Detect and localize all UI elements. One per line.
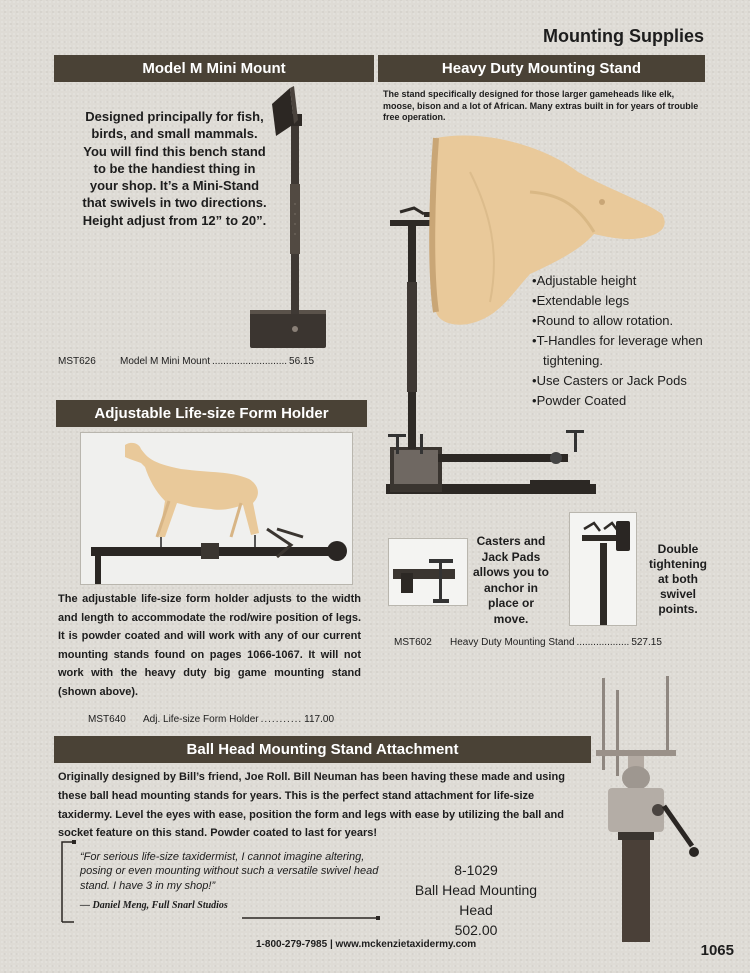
mini-mount-description: Designed principally for fish, birds, and small mammals. You will find this bench stand to be the handiest thing in your shop. It’s a Mini-Stand that swivels in two directions. Height adjust from 12” to 20”. — [82, 109, 267, 228]
form-holder-image — [80, 432, 353, 585]
feature-item: • Powder Coated — [532, 391, 712, 411]
footer-phone: 1-800-279-7985 — [256, 939, 328, 950]
double-tightening-caption: Double tightening at both swivel points. — [649, 542, 707, 616]
ball-head-price: 502.00 — [454, 922, 498, 938]
page-title: Mounting Supplies — [543, 26, 704, 46]
mini-mount-leader: ........................... — [212, 356, 288, 367]
feature-item: • Round to allow rotation. — [532, 311, 712, 331]
casters-caption: Casters and Jack Pads allows you to anchor in place or move. — [472, 534, 549, 626]
form-holder-leader: ........... — [260, 714, 303, 725]
form-holder-sku: MST640 — [88, 714, 126, 725]
form-holder-price: 117.00 — [304, 714, 334, 725]
ball-head-attribution: — Daniel Meng, Full Snarl Studios — [80, 900, 228, 911]
feature-item: • Use Casters or Jack Pods — [532, 371, 712, 391]
ball-head-name: Ball Head Mounting Head — [414, 882, 538, 918]
ball-head-price-block — [408, 860, 544, 940]
heavy-duty-heading: Heavy Duty Mounting Stand — [378, 55, 705, 82]
ball-head-image — [592, 676, 712, 942]
form-holder-description: The adjustable life-size form holder adjusts to the width and length to accommodate the rod/wire position of legs. It is powder coated and will work with any of our current mounting stands found on pages 1066-1067. It will not work with the heavy duty big game mounting stand (shown above). — [58, 593, 361, 698]
double-tightening-image — [569, 512, 637, 626]
form-holder-name: Adj. Life-size Form Holder — [143, 714, 259, 725]
footer-website[interactable]: www.mckenzietaxidermy.com — [335, 939, 477, 950]
form-holder-price-line — [88, 714, 334, 725]
heavy-duty-price-line — [394, 637, 662, 648]
heavy-duty-name: Heavy Duty Mounting Stand — [450, 637, 575, 648]
ball-head-quote: “For serious life-size taxidermist, I cannot imagine altering, posing or even mounting without such a versatile swivel head stand. I have 3 in my shop!” — [80, 851, 379, 892]
form-holder-heading: Adjustable Life-size Form Holder — [56, 400, 367, 427]
feature-item: • Adjustable height — [532, 271, 712, 291]
mini-mount-heading: Model M Mini Mount — [54, 55, 374, 82]
ball-head-description: Originally designed by Bill’s friend, Joe Roll. Bill Neuman has been having these made and using these ball head mounting stands for years. This is the perfect stand attachment for life-size taxidermy. Level the eyes with ease, position the form and legs with ease by utilizing the ball and socket feature on this stand. Powder coated to last for years! — [58, 771, 565, 840]
footer-contact — [256, 939, 476, 950]
mini-mount-image — [246, 84, 330, 354]
feature-item: • Extendable legs — [532, 291, 712, 311]
heavy-duty-price: 527.15 — [631, 637, 662, 648]
heavy-duty-intro: The stand specifically designed for those larger gameheads like elk, moose, bison and a lot of African. Many extras built in for years of trouble free operation. — [383, 89, 699, 122]
heavy-duty-leader: ................... — [576, 637, 630, 648]
mini-mount-sku: MST626 — [58, 356, 96, 367]
mini-mount-price: 56.15 — [289, 356, 315, 367]
mini-mount-price-line — [58, 356, 314, 367]
mini-mount-name: Model M Mini Mount — [120, 356, 211, 367]
ball-head-heading: Ball Head Mounting Stand Attachment — [54, 736, 591, 763]
ball-head-sku: 8-1029 — [454, 862, 498, 878]
caster-image — [388, 538, 468, 606]
heavy-duty-sku: MST602 — [394, 637, 432, 648]
footer-separator: | — [329, 939, 333, 950]
feature-item: • T-Handles for leverage when tightening. — [532, 331, 712, 371]
heavy-duty-features — [532, 271, 712, 411]
page-number: 1065 — [700, 942, 734, 959]
